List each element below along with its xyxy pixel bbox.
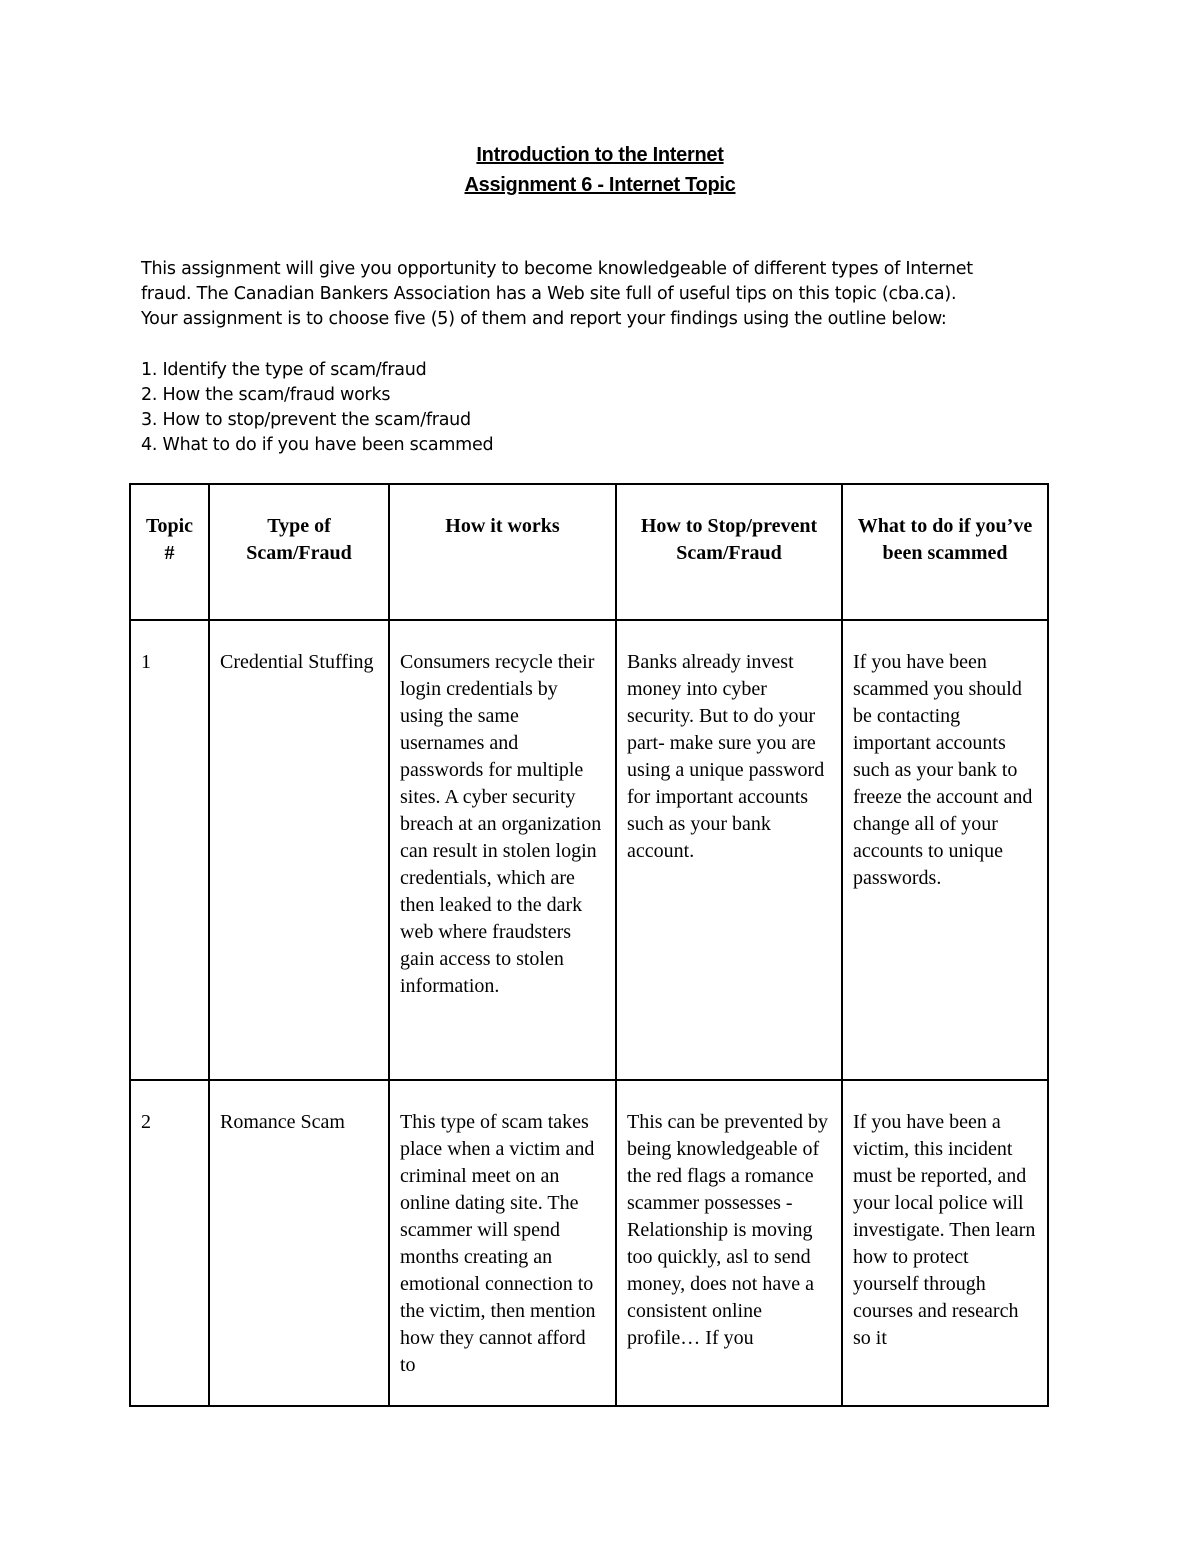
table-header-row <box>130 484 1048 620</box>
course-title: Introduction to the Internet <box>476 144 724 166</box>
outline-item: 2. How the scam/fraud works <box>141 385 391 405</box>
header-type: Type of Scam/Fraud <box>209 484 389 620</box>
cell-what-to-do: If you have been a victim, this incident must be reported, and your local police will investigate. Then learn how to protect yourself through courses and research so it <box>842 1080 1048 1406</box>
outline-item: 4. What to do if you have been scammed <box>141 435 494 455</box>
cell-how-it-works: This type of scam takes place when a victim and criminal meet on an online dating site. The scammer will spend months creating an emotional connection to the victim, then mention how they cannot afford to <box>389 1080 616 1406</box>
cell-prevent: Banks already invest money into cyber security. But to do your part- make sure you are using a unique password for important accounts such as your bank account. <box>616 620 842 1080</box>
header-topic: Topic # <box>130 484 209 620</box>
outline-list <box>141 358 1041 458</box>
cell-what-to-do: If you have been scammed you should be contacting important accounts such as your bank to freeze the account and change all of your accounts to unique passwords. <box>842 620 1048 1080</box>
outline-item: 3. How to stop/prevent the scam/fraud <box>141 410 471 430</box>
cell-prevent: This can be prevented by being knowledgeable of the red flags a romance scammer possesses -Relationship is moving too quickly, asl to send money, does not have a consistent online profile… If you <box>616 1080 842 1406</box>
table-row <box>130 620 1048 1080</box>
cell-how-it-works: Consumers recycle their login credentials by using the same usernames and passwords for multiple sites. A cyber security breach at an organization can result in stolen login credentials, which are then leaked to the dark web where fraudsters gain access to stolen information. <box>389 620 616 1080</box>
intro-paragraph <box>141 257 1071 332</box>
assignment-title: Assignment 6 - Internet Topic <box>464 174 736 196</box>
cell-topic: 1 <box>130 620 209 1080</box>
intro-line: Your assignment is to choose five (5) of them and report your findings using the outline below: <box>141 309 947 329</box>
header-how-it-works: How it works <box>389 484 616 620</box>
cell-type: Credential Stuffing <box>209 620 389 1080</box>
header-what-to-do: What to do if you’ve been scammed <box>842 484 1048 620</box>
table-row <box>130 1080 1048 1406</box>
outline-item: 1. Identify the type of scam/fraud <box>141 360 427 380</box>
intro-line: fraud. The Canadian Bankers Association has a Web site full of useful tips on this topic (cba.ca). <box>141 284 957 304</box>
cell-topic: 2 <box>130 1080 209 1406</box>
intro-line: This assignment will give you opportunity to become knowledgeable of different types of Internet <box>141 259 973 279</box>
cell-type: Romance Scam <box>209 1080 389 1406</box>
header-prevent: How to Stop/prevent Scam/Fraud <box>616 484 842 620</box>
scam-table <box>129 483 1049 1407</box>
